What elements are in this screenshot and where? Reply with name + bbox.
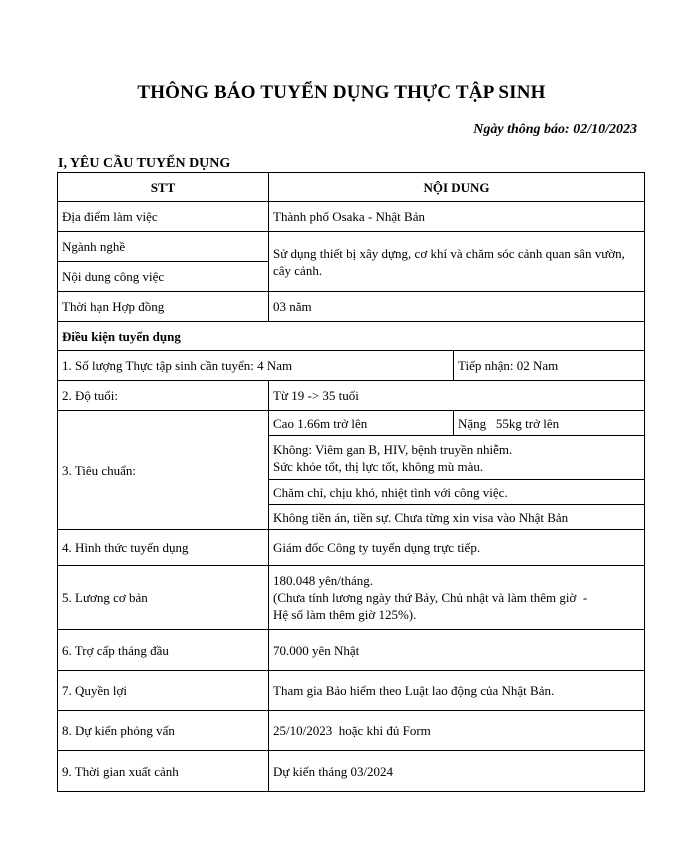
job-content-label: Nội dung công việc: [58, 262, 269, 292]
location-label: Địa điểm làm việc: [58, 202, 269, 232]
health-line: Không: Viêm gan B, HIV, bệnh truyền nhiễm.: [273, 441, 513, 457]
quantity-value: Tiếp nhận: 02 Nam: [454, 351, 645, 381]
departure-value: Dự kiến tháng 03/2024: [269, 751, 645, 792]
contract-label: Thời hạn Hợp đồng: [58, 292, 269, 322]
health-line: Sức khỏe tốt, thị lực tốt, không mù màu.: [273, 458, 484, 474]
health-value: [269, 436, 645, 480]
table-row: [58, 630, 645, 671]
table-row: [58, 202, 645, 232]
table-row: [58, 292, 645, 322]
salary-label: 5. Lương cơ bản: [58, 566, 269, 630]
table-row: [58, 322, 645, 351]
method-value: Giám đốc Công ty tuyển dụng trực tiếp.: [269, 530, 645, 566]
benefits-label: 7. Quyền lợi: [58, 671, 269, 711]
table-row: [58, 381, 645, 411]
record-value: Không tiền án, tiền sự. Chưa từng xin visa vào Nhật Bản: [269, 505, 645, 530]
table-row: [58, 530, 645, 566]
industry-label: Ngành nghề: [58, 232, 269, 262]
salary-line: 180.048 yên/tháng.: [273, 573, 374, 588]
allowance-value: 70.000 yên Nhật: [269, 630, 645, 671]
header-content: NỘI DUNG: [269, 173, 645, 202]
interview-label: 8. Dự kiến phỏng vấn: [58, 711, 269, 751]
table-row: [58, 411, 645, 436]
method-label: 4. Hình thức tuyển dụng: [58, 530, 269, 566]
interview-value: 25/10/2023 hoặc khi đủ Form: [269, 711, 645, 751]
salary-line: Hệ số làm thêm giờ 125%).: [273, 607, 417, 622]
recruitment-table: [57, 172, 645, 792]
table-row: [58, 232, 645, 262]
departure-label: 9. Thời gian xuất cảnh: [58, 751, 269, 792]
age-value: Từ 19 -> 35 tuổi: [269, 381, 645, 411]
allowance-label: 6. Trợ cấp tháng đầu: [58, 630, 269, 671]
quantity-label: 1. Số lượng Thực tập sinh cần tuyển: 4 Nam: [58, 351, 454, 381]
page-title: THÔNG BÁO TUYỂN DỤNG THỰC TẬP SINH: [137, 82, 546, 103]
announcement-date: Ngày thông báo: 02/10/2023: [473, 122, 637, 137]
salary-line: (Chưa tính lương ngày thứ Bảy, Chủ nhật và làm thêm giờ -: [273, 590, 588, 605]
location-value: Thành phố Osaka - Nhật Bản: [269, 202, 645, 232]
attitude-value: Chăm chỉ, chịu khó, nhiệt tình với công việc.: [269, 480, 645, 505]
benefits-value: Tham gia Bảo hiểm theo Luật lao động của Nhật Bản.: [269, 671, 645, 711]
table-row: [58, 351, 645, 381]
section-title: I, YÊU CẦU TUYỂN DỤNG: [58, 156, 231, 171]
conditions-title: Điều kiện tuyển dụng: [58, 322, 645, 351]
table-row: [58, 671, 645, 711]
job-value: Sử dụng thiết bị xây dựng, cơ khí và chăm sóc cảnh quan sân vườn, cây cảnh.: [269, 232, 645, 292]
age-label: 2. Độ tuổi:: [58, 381, 269, 411]
salary-value: [269, 566, 645, 630]
table-row: [58, 751, 645, 792]
contract-value: 03 năm: [269, 292, 645, 322]
table-row: [58, 566, 645, 630]
table-row: [58, 711, 645, 751]
standards-label: 3. Tiêu chuẩn:: [58, 411, 269, 530]
header-stt: STT: [58, 173, 269, 202]
table-header-row: [58, 173, 645, 202]
height-value: Cao 1.66m trở lên: [269, 411, 454, 436]
weight-value: Nặng 55kg trở lên: [454, 411, 645, 436]
